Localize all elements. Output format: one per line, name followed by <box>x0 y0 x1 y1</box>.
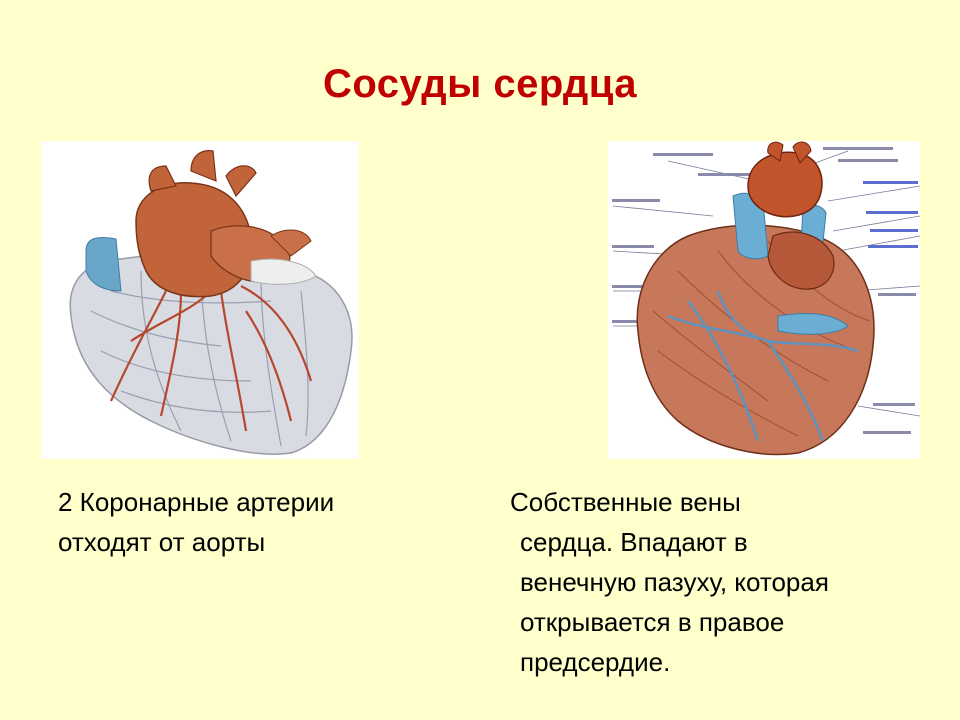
right-caption-line-5: предсердие. <box>520 647 671 677</box>
left-caption-line-2: отходят от аорты <box>58 527 266 557</box>
right-caption-line-4: открывается в правое <box>520 607 785 637</box>
cardiac-veins-illustration <box>608 141 920 459</box>
slide-title: Сосуды сердца <box>322 62 638 106</box>
left-caption-line-1: 2 Коронарные артерии <box>58 487 335 517</box>
coronary-arteries-illustration <box>41 141 359 459</box>
right-caption-line-3: венечную пазуху, которая <box>520 567 829 597</box>
right-caption <box>510 482 930 682</box>
right-caption-line-1: Собственные вены <box>510 487 741 517</box>
right-caption-line-2: сердца. Впадают в <box>520 527 748 557</box>
left-caption <box>58 482 418 562</box>
